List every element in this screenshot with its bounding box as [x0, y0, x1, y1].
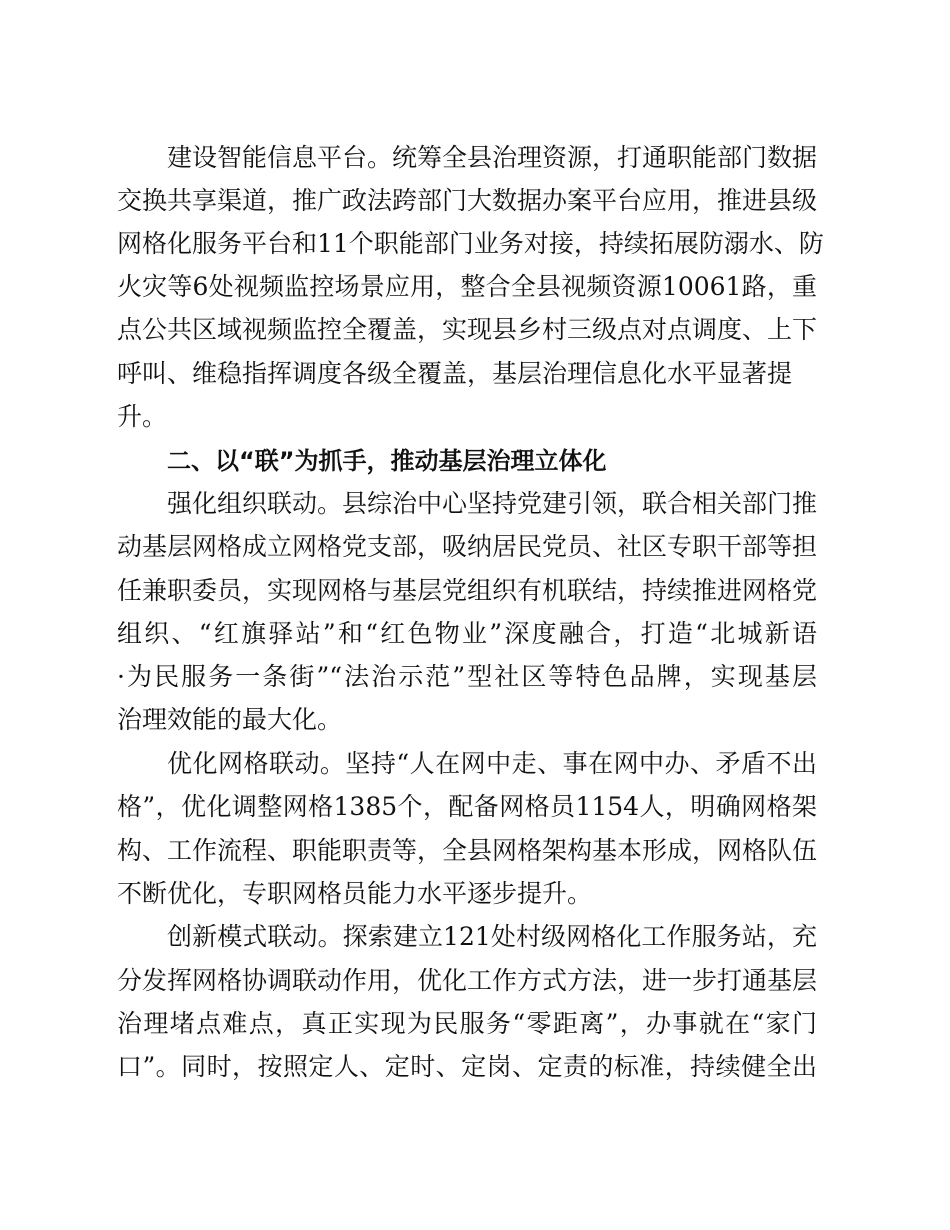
- paragraph-4-line-1: 创新模式联动。探索建立121处村级网格化工作服务站，充: [167, 922, 817, 951]
- paragraph-2-line-4: 组织、“红旗驿站”和“红色物业”深度融合，打造“北城新语: [117, 619, 817, 648]
- paragraph-1-line-4: 火灾等6处视频监控场景应用，整合全县视频资源10061路，重: [117, 272, 817, 301]
- paragraph-3-line-2: 格”，优化调整网格1385个，配备网格员1154人，明确网格架: [117, 792, 817, 821]
- paragraph-1-line-6: 呼叫、维稳指挥调度各级全覆盖，基层治理信息化水平显著提: [117, 359, 793, 388]
- paragraph-2-line-2: 动基层网格成立网格党支部，吸纳居民党员、社区专职干部等担: [117, 532, 818, 561]
- paragraph-4-line-2: 分发挥网格协调联动作用，优化工作方式方法，进一步打通基层: [117, 966, 818, 995]
- paragraph-4-line-4: 口”。同时，按照定人、定时、定岗、定责的标准，持续健全出: [117, 1052, 817, 1081]
- paragraph-4-line-3: 治理堵点难点，真正实现为民服务“零距离”，办事就在“家门: [117, 1009, 817, 1038]
- paragraph-2-line-1: 强化组织联动。县综治中心坚持党建引领，联合相关部门推: [167, 489, 818, 518]
- paragraph-1-line-1: 建设智能信息平台。统筹全县治理资源，打通职能部门数据: [167, 143, 818, 172]
- paragraph-1-line-2: 交换共享渠道，推广政法跨部门大数据办案平台应用，推进县级: [117, 186, 818, 215]
- paragraph-2-line-5: ·为民服务一条街”“法治示范”型社区等特色品牌，实现基层: [117, 662, 817, 691]
- paragraph-1-line-7: 升。: [117, 402, 168, 431]
- paragraph-1-line-3: 网格化服务平台和11个职能部门业务对接，持续拓展防溺水、防: [117, 229, 824, 258]
- paragraph-3-line-4: 不断优化，专职网格员能力水平逐步提升。: [117, 879, 593, 908]
- section-heading: 二、以“联”为抓手，推动基层治理立体化: [167, 447, 607, 475]
- paragraph-3-line-3: 构、工作流程、职能职责等，全县网格架构基本形成，网格队伍: [117, 836, 818, 865]
- paragraph-1-line-5: 点公共区域视频监控全覆盖，实现县乡村三级点对点调度、上下: [117, 315, 818, 344]
- paragraph-2-line-3: 任兼职委员，实现网格与基层党组织有机联结，持续推进网格党: [117, 576, 818, 605]
- paragraph-3-line-1: 优化网格联动。坚持“人在网中走、事在网中办、矛盾不出: [167, 749, 817, 778]
- paragraph-2-line-6: 治理效能的最大化。: [117, 705, 343, 734]
